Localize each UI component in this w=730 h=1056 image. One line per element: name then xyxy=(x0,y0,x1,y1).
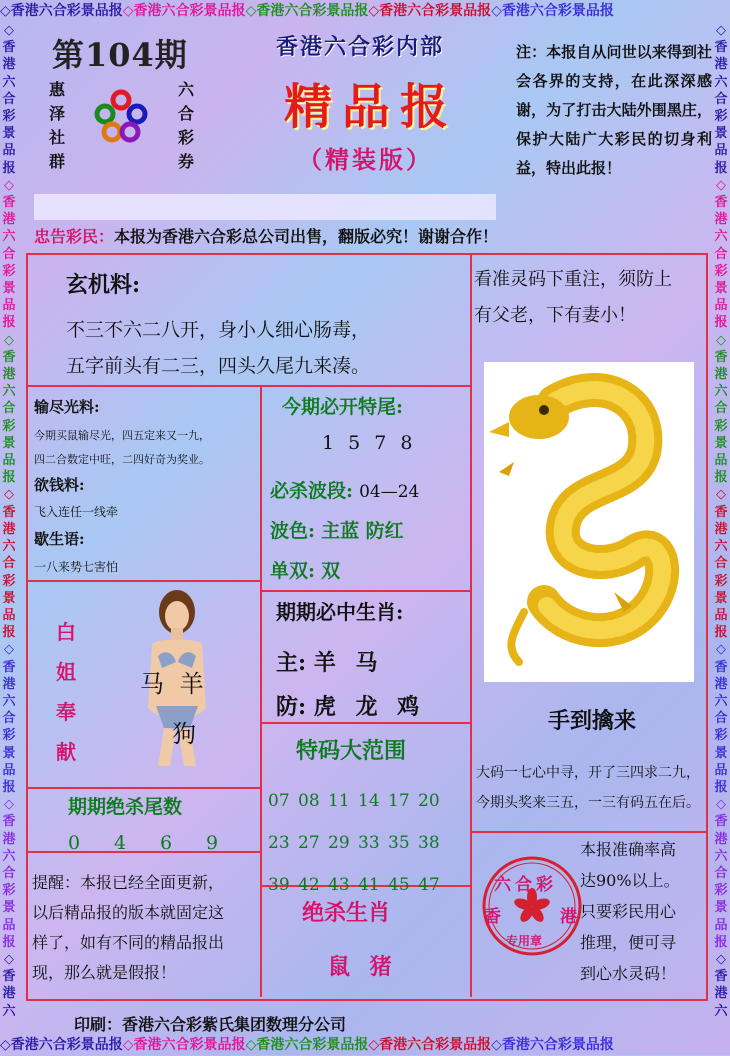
paper-title: 精品报 xyxy=(284,79,459,135)
ribbon-char: 六 xyxy=(714,384,728,400)
ribbon-char: ◇ xyxy=(4,332,14,348)
ribbon-char: 彩 xyxy=(2,883,16,899)
xuanji-verse xyxy=(66,312,370,384)
ribbon-char: 报 xyxy=(714,160,728,176)
ribbon-text: ◇香港六合彩景品报 xyxy=(491,1037,614,1053)
ribbon-text: ◇香港六合彩景品报 xyxy=(122,3,246,19)
divider xyxy=(470,831,706,833)
ribbon-char: 港 xyxy=(714,57,728,73)
ribbon-char: 彩 xyxy=(714,263,728,279)
shu-label: 输尽光料: xyxy=(34,398,100,416)
ribbon-char: 彩 xyxy=(2,418,16,434)
ribbon-char: 六 xyxy=(714,229,728,245)
ribbon-char: 六 xyxy=(2,539,16,555)
ribbon-char: 彩 xyxy=(2,728,16,744)
fanwei-number: 20 xyxy=(418,791,440,811)
ribbon-char: 景 xyxy=(2,900,16,916)
stamp-top-text: 六合彩 xyxy=(494,875,557,895)
ribbon-char: 香 xyxy=(714,195,728,211)
ribbon-char: ◇ xyxy=(716,487,726,503)
reminder xyxy=(32,868,224,988)
ribbon-char: 合 xyxy=(714,711,728,727)
ribbon-char: 合 xyxy=(714,556,728,572)
ribbon-char: ◇ xyxy=(4,23,14,38)
stacked-char: 群 xyxy=(48,152,65,171)
divider xyxy=(28,787,260,789)
fanwei-grid xyxy=(268,780,468,906)
fanwei-row xyxy=(268,822,468,864)
ribbon-char: 香 xyxy=(2,504,16,520)
ribbon-char: ◇ xyxy=(4,951,14,967)
ribbon-char: 品 xyxy=(714,298,728,314)
ribbon-char: 报 xyxy=(714,470,728,486)
ribbon-char: 景 xyxy=(2,435,16,451)
shu-verse xyxy=(34,424,210,472)
divider xyxy=(470,255,472,997)
juesha-wei-digit: 4 xyxy=(114,832,127,854)
ribbon-text: ◇香港六合彩景品报 xyxy=(0,1037,123,1053)
fanwei-number: 07 xyxy=(268,791,290,811)
stacked-char: 券 xyxy=(177,152,194,171)
juesha-wei-digit: 6 xyxy=(160,832,173,854)
ribbon-char: 报 xyxy=(714,315,728,331)
ribbon-char: 六 xyxy=(714,848,728,864)
left-ribbon xyxy=(0,22,18,1034)
ribbon-char: 景 xyxy=(714,745,728,761)
juesha-xiao-value: 鼠 猪 xyxy=(328,954,398,980)
ribbon-text: ◇香港六合彩景品报 xyxy=(491,3,614,19)
left-tag xyxy=(47,78,67,174)
divider xyxy=(260,722,470,724)
fanwei-number: 33 xyxy=(358,833,380,853)
tewei-digits: 1 5 7 8 xyxy=(322,432,417,454)
accuracy-line: 推理，便可寻 xyxy=(580,933,677,952)
header-note: 注：本报自从问世以来得到社会各界的支持，在此深深感谢，为了打击大陆外围黑庄，保护大陆广大彩民的切身利益，特出此报！ xyxy=(516,43,712,177)
ribbon-char: 报 xyxy=(714,934,728,950)
ribbon-char: 香 xyxy=(2,40,16,56)
fang-row xyxy=(276,690,425,721)
ribbon-char: 港 xyxy=(714,831,728,847)
zhu-value: 羊 马 xyxy=(313,650,384,676)
accuracy-line: 本报准确率高 xyxy=(580,840,677,859)
org-name: 香港六合彩内部 xyxy=(276,34,445,60)
ribbon-char: 香 xyxy=(2,349,16,365)
reminder-line: 样了，如有不同的精品报出 xyxy=(32,933,225,952)
stamp-right-text: 港 xyxy=(560,907,577,927)
divider xyxy=(260,590,470,592)
ribbon-char: 景 xyxy=(2,126,16,142)
danshuang-label: 单双: xyxy=(270,560,316,582)
fang-label: 防: xyxy=(276,694,307,720)
zhu-label: 主: xyxy=(276,650,307,676)
danshuang-value: 双 xyxy=(321,560,341,582)
ribbon-char: 品 xyxy=(714,143,728,159)
baijie-label xyxy=(56,612,76,772)
ribbon-char: 合 xyxy=(2,91,16,107)
shoudao-verse xyxy=(476,758,700,818)
ribbon-char: 报 xyxy=(2,160,16,176)
ribbon-text: ◇香港六合彩景品报 xyxy=(368,1037,492,1053)
ribbon-char: 香 xyxy=(714,504,728,520)
ribbon-text: ◇香港六合彩景品报 xyxy=(368,3,492,19)
ribbon-char: ◇ xyxy=(716,177,726,193)
stacked-char: 惠 xyxy=(48,80,65,99)
lottery-logo-icon xyxy=(92,88,150,144)
ribbon-char: 香 xyxy=(2,195,16,211)
fanwei-number: 29 xyxy=(328,833,350,853)
ribbon-char: 港 xyxy=(2,676,16,692)
ribbon-char: 报 xyxy=(2,470,16,486)
ribbon-char: 景 xyxy=(2,590,16,606)
edition-label: （精装版） xyxy=(298,145,433,174)
right-tag xyxy=(176,78,196,174)
ribbon-char: 景 xyxy=(714,435,728,451)
juesha-xiao-title: 绝杀生肖 xyxy=(302,900,391,926)
ribbon-char: 合 xyxy=(2,711,16,727)
fanwei-number: 23 xyxy=(268,833,290,853)
ribbon-char: 港 xyxy=(714,676,728,692)
ribbon-char: 港 xyxy=(2,521,16,537)
ribbon-char: 品 xyxy=(2,762,16,778)
ribbon-char: 品 xyxy=(2,298,16,314)
accuracy-note xyxy=(580,834,680,989)
ribbon-char: ◇ xyxy=(4,797,14,813)
xie-line: 一八来势七害怕 xyxy=(34,560,119,574)
ribbon-char: 景 xyxy=(714,281,728,297)
dragon-image xyxy=(484,362,694,682)
shu-line: 四二合数定中旺，二四好奇为奖业。 xyxy=(34,453,210,466)
ribbon-char: 报 xyxy=(2,625,16,641)
ribbon-char: ◇ xyxy=(716,642,726,658)
reminder-line: 提醒：本报已经全面更新， xyxy=(32,873,225,892)
ribbon-char: 港 xyxy=(714,367,728,383)
reminder-line: 以后精品报的版本就固定这 xyxy=(32,903,225,922)
ribbon-char: 香 xyxy=(2,969,16,985)
ribbon-char: 彩 xyxy=(714,418,728,434)
ribbon-char: 品 xyxy=(2,143,16,159)
ribbon-char: 港 xyxy=(2,57,16,73)
ribbon-char: 品 xyxy=(2,917,16,933)
fanwei-number: 38 xyxy=(418,833,440,853)
stamp-bottom-text: 专用章 xyxy=(506,934,543,948)
tewei-title: 今期必开特尾: xyxy=(282,396,404,418)
ribbon-char: 合 xyxy=(2,556,16,572)
ribbon-char: 景 xyxy=(2,745,16,761)
right-top-line: 看准灵码下重注，须防上 xyxy=(474,269,672,290)
fanwei-number: 17 xyxy=(388,791,410,811)
stamp-left-text: 香 xyxy=(484,907,501,927)
zhu-row xyxy=(276,646,383,677)
issue-number: 第104期 xyxy=(52,36,188,74)
ribbon-char: 香 xyxy=(714,969,728,985)
juesha-wei-digit: 0 xyxy=(68,832,81,854)
ribbon-char: 六 xyxy=(714,74,728,90)
ribbon-char: 报 xyxy=(2,315,16,331)
bose-row xyxy=(270,516,404,543)
photo-zodiac-1: 马 羊 xyxy=(140,670,208,698)
ribbon-char: 合 xyxy=(2,246,16,262)
ribbon-char: 香 xyxy=(2,814,16,830)
shu-line: 今期买鼠输尽光，四五定来又一九， xyxy=(34,429,210,442)
stacked-char: 合 xyxy=(177,104,194,123)
yu-line: 飞入连任一线牵 xyxy=(34,505,119,519)
xuanji-title: 玄机料: xyxy=(66,272,141,298)
right-top-line: 有父老，下有妻小！ xyxy=(474,305,636,326)
bose-value: 主蓝 防红 xyxy=(321,520,404,542)
fanwei-row xyxy=(268,780,468,822)
shengxiao-title: 期期必中生肖: xyxy=(276,600,404,624)
yu-label: 欲钱料: xyxy=(34,476,85,494)
fanwei-number: 45 xyxy=(388,875,410,895)
ribbon-char: 景 xyxy=(714,126,728,142)
ribbon-char: 六 xyxy=(2,229,16,245)
ribbon-text: ◇香港六合彩景品报 xyxy=(245,3,369,19)
stacked-char: 彩 xyxy=(177,128,194,147)
ribbon-char: 景 xyxy=(2,281,16,297)
ribbon-char: 合 xyxy=(2,865,16,881)
ribbon-char: 香 xyxy=(714,349,728,365)
photo-zodiac-2: 狗 xyxy=(172,720,196,748)
ribbon-char: 香 xyxy=(2,659,16,675)
shoudao-line: 今期头奖来三五，一三有码五在后。 xyxy=(476,795,700,811)
ribbon-char: 六 xyxy=(714,539,728,555)
ribbon-char: 报 xyxy=(714,625,728,641)
accuracy-line: 只要彩民用心 xyxy=(580,902,677,921)
stacked-char: 社 xyxy=(48,128,65,147)
ribbon-char: ◇ xyxy=(716,23,726,38)
ribbon-char: 港 xyxy=(2,986,16,1002)
ribbon-char: 六 xyxy=(2,693,16,709)
ribbon-char: ◇ xyxy=(716,797,726,813)
ribbon-char: 品 xyxy=(2,607,16,623)
stacked-char: 白 xyxy=(56,620,76,644)
accuracy-line: 到心水灵码！ xyxy=(580,964,677,983)
bosha-label: 必杀波段: xyxy=(270,480,354,502)
ribbon-char: 港 xyxy=(2,212,16,228)
ribbon-char: 六 xyxy=(2,74,16,90)
fanwei-number: 39 xyxy=(268,875,290,895)
xuanji-line: 不三不六二八开，身小人细心肠毒， xyxy=(66,319,371,341)
ribbon-char: 报 xyxy=(714,779,728,795)
right-top-verse xyxy=(474,262,672,334)
xie-label: 歇生语: xyxy=(34,530,85,548)
juesha-wei-title: 期期绝杀尾数 xyxy=(68,796,183,818)
bose-label: 波色: xyxy=(270,520,316,542)
stacked-char: 姐 xyxy=(56,660,76,684)
ribbon-char: 彩 xyxy=(714,573,728,589)
ribbon-char: 六 xyxy=(714,1003,728,1019)
fanwei-number: 43 xyxy=(328,875,350,895)
ribbon-char: 港 xyxy=(2,367,16,383)
ribbon-char: 彩 xyxy=(714,728,728,744)
ribbon-char: ◇ xyxy=(4,642,14,658)
ribbon-char: 品 xyxy=(714,607,728,623)
juesha-wei-digit: 9 xyxy=(206,832,219,854)
fanwei-number: 08 xyxy=(298,791,320,811)
ribbon-char: 六 xyxy=(2,1003,16,1019)
ribbon-char: 六 xyxy=(714,693,728,709)
stacked-char: 献 xyxy=(56,740,76,764)
reminder-line: 现，那么就是假报！ xyxy=(32,963,177,982)
ribbon-text: ◇香港六合彩景品报 xyxy=(122,1037,246,1053)
ribbon-char: 港 xyxy=(2,831,16,847)
ribbon-char: 品 xyxy=(714,762,728,778)
ribbon-char: 六 xyxy=(2,848,16,864)
ribbon-char: 彩 xyxy=(2,263,16,279)
printer-footer: 印刷：香港六合彩紫氏集团数理分公司 xyxy=(74,1015,347,1034)
ribbon-char: 品 xyxy=(714,917,728,933)
warning-text: 本报为香港六合彩总公司出售，翻版必究！谢谢合作！ xyxy=(114,227,499,246)
xuanji-line: 五字前头有二三，四头久尾九来凑。 xyxy=(66,355,371,377)
ribbon-char: 彩 xyxy=(714,109,728,125)
ribbon-char: 香 xyxy=(714,40,728,56)
danshuang-row xyxy=(270,556,340,583)
ribbon-char: 彩 xyxy=(2,573,16,589)
blank-banner xyxy=(34,194,496,220)
right-ribbon xyxy=(712,22,730,1034)
fanwei-number: 47 xyxy=(418,875,440,895)
ribbon-char: 报 xyxy=(2,779,16,795)
stacked-char: 六 xyxy=(177,80,194,99)
ribbon-char: 合 xyxy=(714,401,728,417)
fanwei-number: 14 xyxy=(358,791,380,811)
fang-value: 虎 龙 鸡 xyxy=(313,694,426,720)
fanwei-title: 特码大范围 xyxy=(296,738,407,764)
ribbon-char: 港 xyxy=(714,521,728,537)
shoudao-line: 大码一七心中寻，开了三四求二九， xyxy=(476,765,700,781)
ribbon-text: ◇香港六合彩景品报 xyxy=(0,3,123,19)
ribbon-char: 景 xyxy=(714,900,728,916)
ribbon-char: ◇ xyxy=(716,951,726,967)
ribbon-char: ◇ xyxy=(4,487,14,503)
ribbon-char: 香 xyxy=(714,659,728,675)
bosha-row xyxy=(270,476,419,503)
ribbon-char: 合 xyxy=(714,865,728,881)
accuracy-line: 达90%以上。 xyxy=(580,871,680,890)
bosha-value: 04—24 xyxy=(359,482,420,502)
ribbon-char: ◇ xyxy=(4,177,14,193)
ribbon-char: 合 xyxy=(2,401,16,417)
stacked-char: 奉 xyxy=(56,700,76,724)
shoudao-title: 手到擒来 xyxy=(548,708,637,734)
divider xyxy=(28,580,260,582)
fanwei-number: 27 xyxy=(298,833,320,853)
stacked-char: 泽 xyxy=(48,104,65,123)
bottom-ribbon xyxy=(0,1034,730,1056)
ribbon-text: ◇香港六合彩景品报 xyxy=(245,1037,369,1053)
ribbon-char: ◇ xyxy=(716,332,726,348)
fanwei-number: 35 xyxy=(388,833,410,853)
ribbon-char: 合 xyxy=(714,91,728,107)
warning-line xyxy=(34,224,498,247)
fanwei-number: 41 xyxy=(358,875,380,895)
warning-label: 忠告彩民： xyxy=(34,227,115,246)
fanwei-number: 42 xyxy=(298,875,320,895)
ribbon-char: 品 xyxy=(2,453,16,469)
ribbon-char: 港 xyxy=(714,212,728,228)
ribbon-char: 品 xyxy=(714,453,728,469)
top-ribbon xyxy=(0,0,730,22)
ribbon-char: 彩 xyxy=(714,883,728,899)
ribbon-char: 港 xyxy=(714,986,728,1002)
ribbon-char: 合 xyxy=(714,246,728,262)
ribbon-char: 六 xyxy=(2,384,16,400)
fanwei-number: 11 xyxy=(328,791,350,811)
ribbon-char: 报 xyxy=(2,934,16,950)
divider xyxy=(260,385,262,997)
ribbon-char: 彩 xyxy=(2,109,16,125)
juesha-wei-digits xyxy=(68,832,252,854)
divider xyxy=(28,385,470,387)
ribbon-char: 景 xyxy=(714,590,728,606)
ribbon-char: 香 xyxy=(714,814,728,830)
